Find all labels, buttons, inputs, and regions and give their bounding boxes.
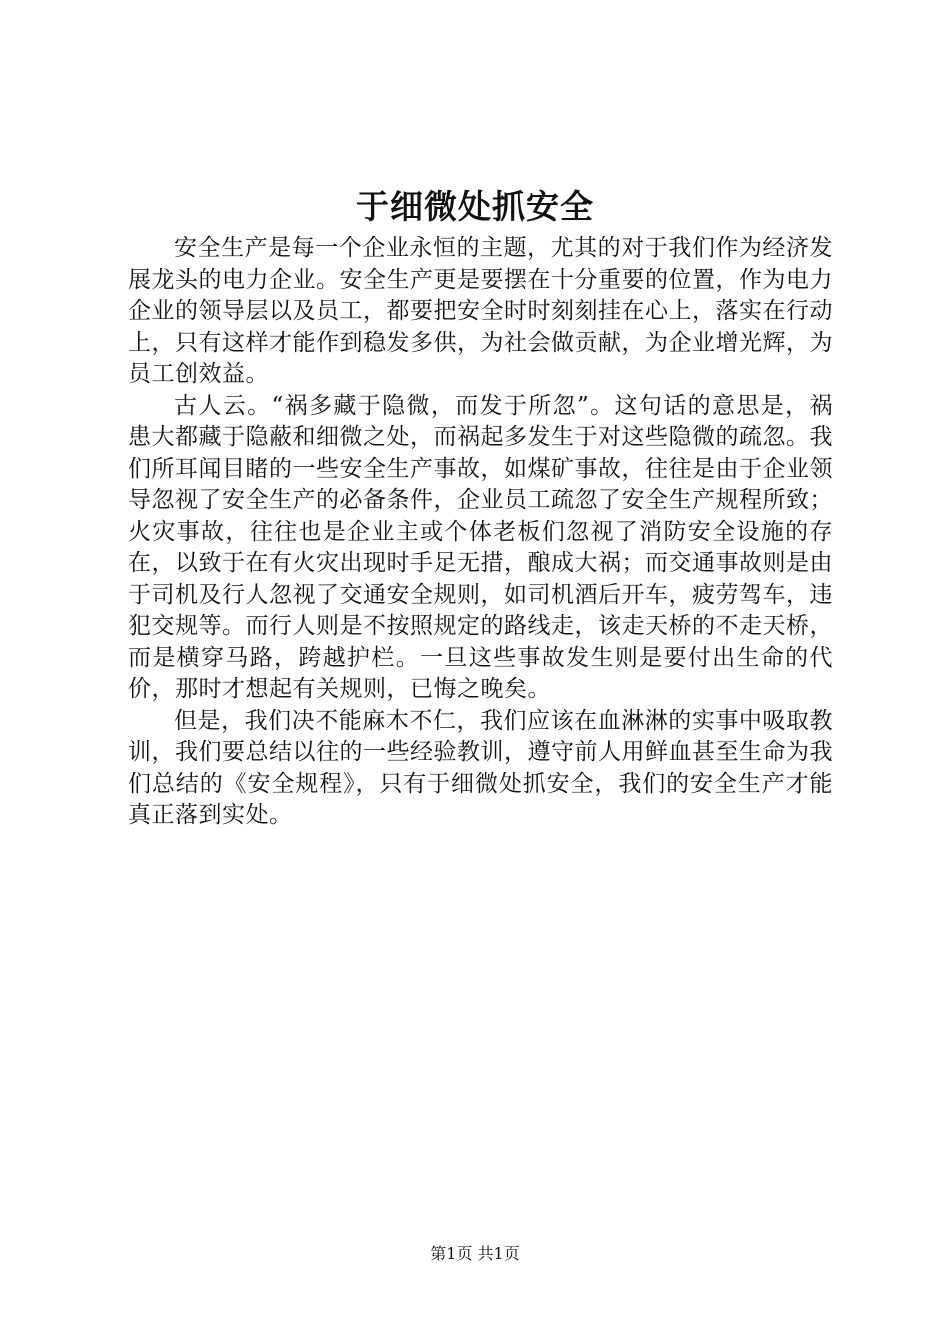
paragraph-1: 安全生产是每一个企业永恒的主题，尤其的对于我们作为经济发展龙头的电力企业。安全生产更是要摆在十分重要的位置，作为电力企业的领导层以及员工，都要把安全时时刻刻挂在心上，落实在行动上，只有这样才能作到稳发多供，为社会做贡献，为企业增光辉，为员工创效益。 xyxy=(128,235,833,387)
document-body xyxy=(128,233,833,832)
paragraph-2: 古人云。“祸多藏于隐微，而发于所忽”。这句话的意思是，祸患大都藏于隐蔽和细微之处，而祸起多发生于对这些隐微的疏忽。我们所耳闻目睹的一些安全生产事故，如煤矿事故，往往是由于企业领导忽视了安全生产的必备条件，企业员工疏忽了安全生产规程所致；火灾事故，往往也是企业主或个体老板们忽视了消防安全设施的存在，以致于在有火灾出现时手足无措，酿成大祸；而交通事故则是由于司机及行人忽视了交通安全规则，如司机酒后开车，疲劳驾车，违犯交规等。而行人则是不按照规定的路线走，该走天桥的不走天桥，而是横穿马路，跨越护栏。一旦这些事故发生则是要付出生命的代价，那时才想起有关规则，已悔之晚矣。 xyxy=(128,392,833,702)
paragraph-3: 但是，我们决不能麻木不仁，我们应该在血淋淋的实事中吸取教训，我们要总结以往的一些经验教训，遵守前人用鲜血甚至生命为我们总结的《安全规程》，只有于细微处抓安全，我们的安全生产才能真正落到实处。 xyxy=(128,707,833,828)
page-footer: 第1页 共1页 xyxy=(430,1244,520,1263)
document-title: 于细微处抓安全 xyxy=(356,187,594,226)
